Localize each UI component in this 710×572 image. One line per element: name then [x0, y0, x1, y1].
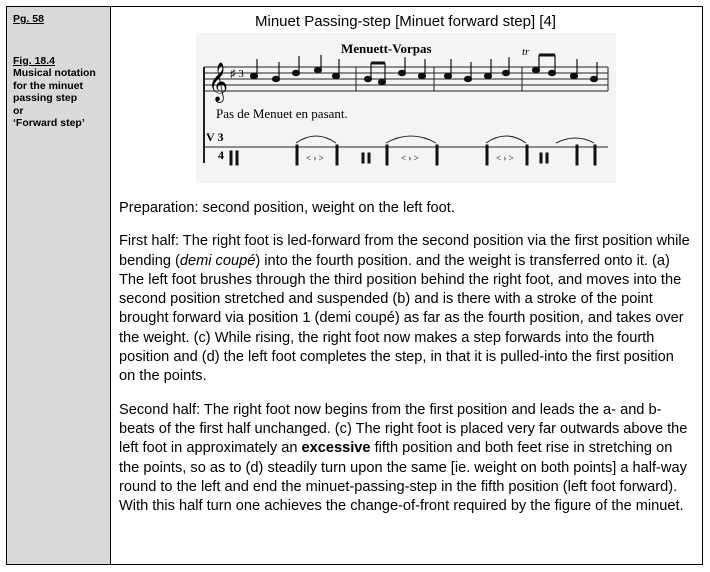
- excessive-keyword: excessive: [301, 440, 371, 457]
- first-half-text: First half: The right foot is led-forward from the second position via the first position while bending (: [119, 233, 690, 269]
- caption-line: Musical notation: [13, 67, 96, 79]
- caption-line: or: [13, 104, 24, 117]
- figure-number: Fig. 18.4: [13, 54, 56, 67]
- preparation-paragraph: Preparation: second position, weight on the left foot.: [119, 200, 455, 216]
- score-label: Pas de Menuet en pasant.: [215, 106, 348, 121]
- first-half-text-cont: ) into the fourth position. and the weight is transferred onto it. (a) The left foot brushes through the third position behind the right foot, and moves into the second position stretched and suspended (b) and is there with a stroke of the point brought forward via position 1 (demi coupé) as far as the fourth position, and takes over the weight. (c) While rising, the right foot now makes a step forwards into the fourth position and (d) the left foot completes the step, in that it is pulled-into the first position on the points.: [119, 252, 684, 385]
- second-half-text: Second half: The right foot now begins from the first position and leads the a- and b- beats of the first half unchanged. (c) The right foot is placed very far outwards above the left foot in approximately an: [119, 401, 688, 457]
- caption-line: passing step: [13, 92, 78, 104]
- caption-line: ‘Forward step’: [13, 117, 85, 129]
- second-half-paragraph: [119, 401, 692, 517]
- caption-line: for the minuet: [13, 79, 83, 92]
- treble-clef-icon: 𝄞: [207, 64, 228, 101]
- demi-coupe-term: demi coupé: [179, 252, 256, 269]
- musical-notation-image: [196, 33, 616, 183]
- page-number: Pg. 58: [13, 13, 44, 25]
- document-frame: [6, 6, 703, 565]
- second-half-text-cont: fifth position and both feet rise in stretching on the points, so as to (d) steadily turn upon the same [ie. weight on both points] a half-way round to the left and end the minuet-passing-step in the fifth position (left foot forward). With this half turn one achieves the change-of-front required by the figure of the minuet.: [119, 440, 687, 515]
- sidebar: [7, 7, 111, 564]
- figure-caption: [13, 67, 106, 130]
- first-half-paragraph: [119, 232, 692, 386]
- time-signature-icon: ♯ 3: [229, 68, 244, 80]
- svg-text:< › >: < › >: [305, 153, 324, 163]
- score-four: 4: [217, 148, 224, 162]
- svg-text:< › >: < › >: [400, 153, 419, 163]
- svg-text:< › >: < › >: [495, 153, 514, 163]
- trill-mark: tr: [521, 46, 529, 58]
- section-title: Minuet Passing-step [Minuet forward step] [4]: [255, 13, 556, 30]
- main-content: [111, 7, 702, 564]
- score-heading: Menuett-Vorpas: [340, 41, 432, 56]
- score-v3: V 3: [205, 130, 223, 144]
